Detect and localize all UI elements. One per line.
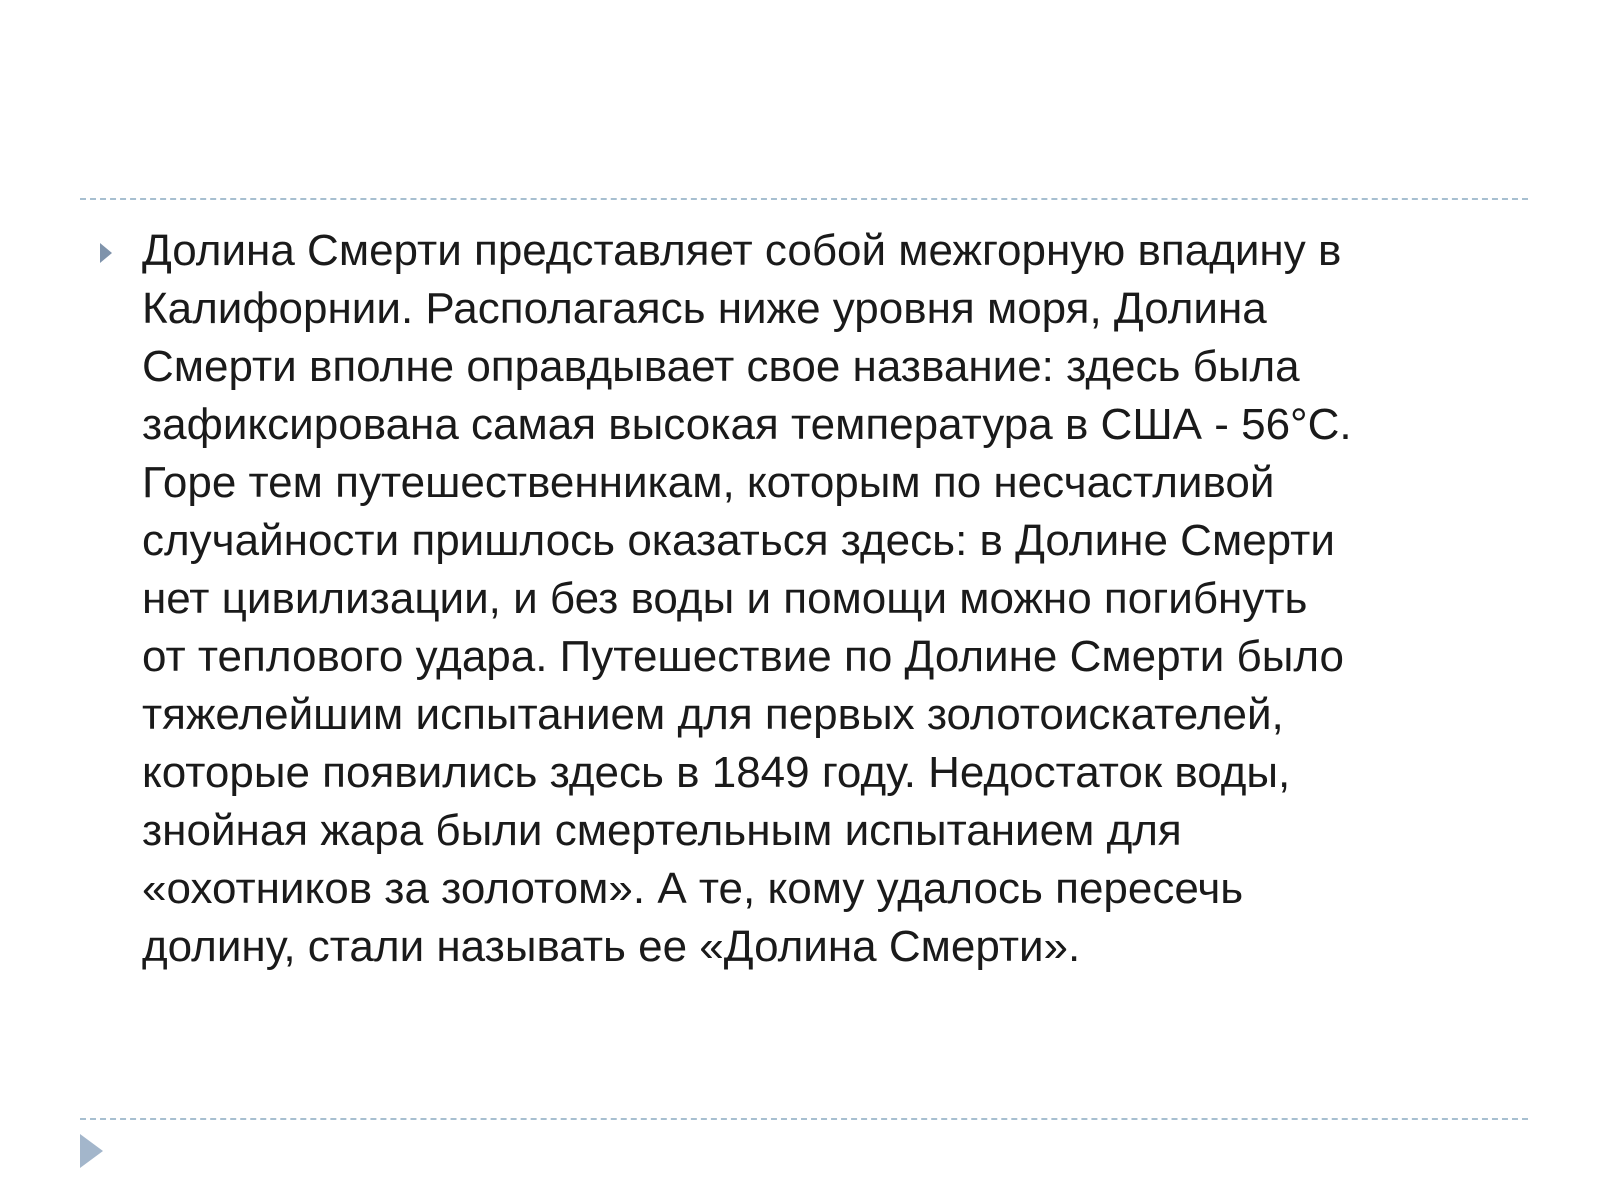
bullet-item — [100, 222, 1520, 976]
bullet-line: «охотников за золотом». А те, кому удалось пересечь — [142, 864, 1244, 913]
bullet-line: знойная жара были смертельным испытанием для — [142, 806, 1182, 855]
bullet-line: долину, стали называть ее «Долина Смерти». — [142, 922, 1081, 971]
bullet-line: тяжелейшим испытанием для первых золотоискателей, — [142, 690, 1284, 739]
bullet-line: Долина Смерти представляет собой межгорную впадину в — [142, 226, 1342, 275]
next-slide-triangle-icon[interactable] — [80, 1134, 103, 1168]
bullet-line: случайности пришлось оказаться здесь: в Долине Смерти — [142, 516, 1335, 565]
slide-body — [100, 222, 1520, 976]
bullet-line: Калифорнии. Располагаясь ниже уровня моря, Долина — [142, 284, 1267, 333]
bullet-line: от теплового удара. Путешествие по Долине Смерти было — [142, 632, 1344, 681]
bullet-line: Горе тем путешественникам, которым по несчастливой — [142, 458, 1275, 507]
bullet-paragraph — [142, 222, 1512, 976]
bullet-line: Смерти вполне оправдывает свое название: здесь была — [142, 342, 1300, 391]
bullet-line: которые появились здесь в 1849 году. Недостаток воды, — [142, 748, 1291, 797]
bullet-line: нет цивилизации, и без воды и помощи можно погибнуть — [142, 574, 1308, 623]
bottom-dashed-divider — [80, 1118, 1528, 1120]
triangle-bullet-icon — [100, 243, 112, 263]
top-dashed-divider — [80, 198, 1528, 200]
bullet-line: зафиксирована самая высокая температура в США - 56°C. — [142, 400, 1352, 449]
